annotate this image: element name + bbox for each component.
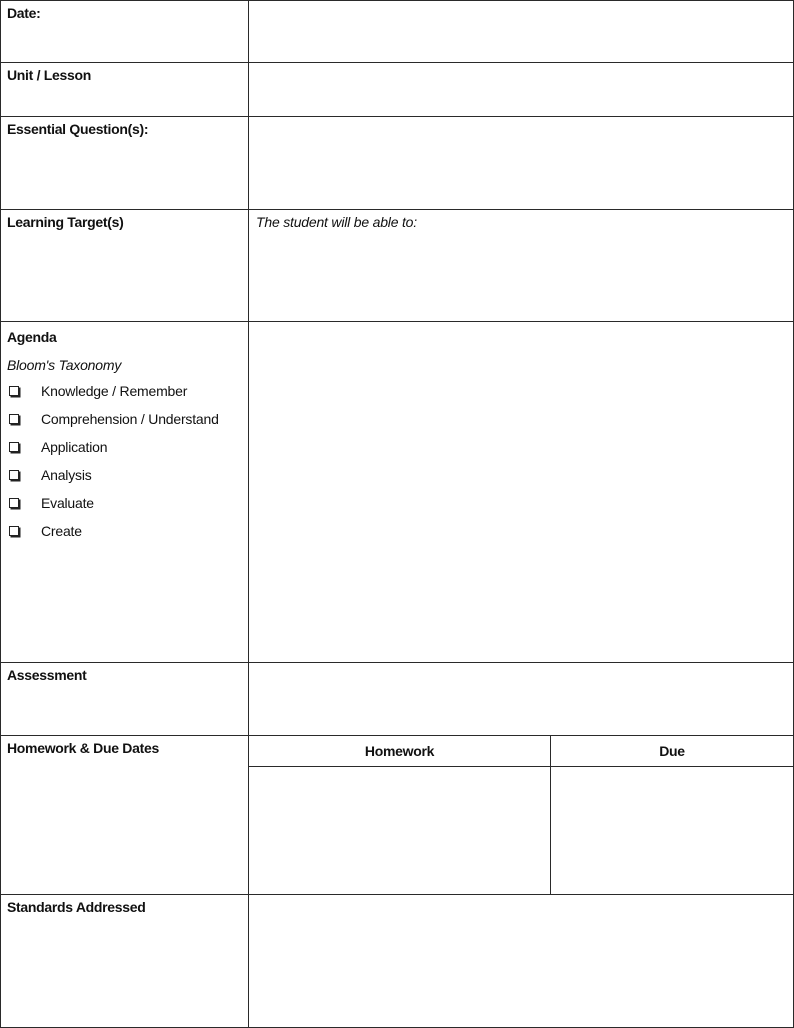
homework-entry-field[interactable] (249, 767, 551, 894)
row-standards (1, 894, 793, 1027)
row-assessment (1, 662, 793, 735)
agenda-field[interactable] (249, 322, 793, 662)
agenda-label: Agenda (7, 329, 57, 345)
learning-targets-field[interactable] (249, 210, 793, 321)
essential-questions-label: Essential Question(s): (7, 121, 149, 137)
essential-label-cell (1, 117, 249, 209)
bloom-item-knowledge[interactable] (7, 382, 242, 410)
bloom-label: Knowledge / Remember (41, 383, 188, 399)
learning-targets-label: Learning Target(s) (7, 214, 124, 230)
date-label: Date: (7, 5, 41, 21)
bloom-label: Evaluate (41, 495, 94, 511)
homework-label-cell (1, 736, 249, 894)
row-unit-lesson (1, 62, 793, 116)
unit-label-cell (1, 63, 249, 116)
targets-label-cell (1, 210, 249, 321)
agenda-label-cell (1, 322, 249, 662)
due-column-header: Due (551, 736, 793, 767)
bloom-item-create[interactable] (7, 522, 242, 550)
checkbox-icon[interactable] (9, 470, 19, 480)
date-label-cell (1, 1, 249, 62)
blooms-taxonomy-heading: Bloom's Taxonomy (7, 357, 122, 373)
bloom-label: Application (41, 439, 108, 455)
row-date (1, 1, 793, 62)
assessment-field[interactable] (249, 663, 793, 735)
homework-table (249, 736, 793, 894)
bloom-item-comprehension[interactable] (7, 410, 242, 438)
blooms-checklist (7, 382, 242, 550)
bloom-label: Comprehension / Understand (41, 411, 219, 427)
bloom-item-analysis[interactable] (7, 466, 242, 494)
checkbox-icon[interactable] (9, 442, 19, 452)
row-essential-questions (1, 116, 793, 209)
standards-label: Standards Addressed (7, 899, 146, 915)
row-agenda (1, 321, 793, 662)
row-learning-targets (1, 209, 793, 321)
checkbox-icon[interactable] (9, 498, 19, 508)
bloom-item-evaluate[interactable] (7, 494, 242, 522)
checkbox-icon[interactable] (9, 526, 19, 536)
learning-targets-prompt: The student will be able to: (256, 214, 417, 230)
unit-lesson-label: Unit / Lesson (7, 67, 91, 83)
assessment-label: Assessment (7, 667, 87, 683)
essential-questions-field[interactable] (249, 117, 793, 209)
bloom-item-application[interactable] (7, 438, 242, 466)
bloom-label: Create (41, 523, 82, 539)
standards-label-cell (1, 895, 249, 1027)
checkbox-icon[interactable] (9, 386, 19, 396)
homework-column-header: Homework (249, 736, 551, 767)
checkbox-icon[interactable] (9, 414, 19, 424)
date-field[interactable] (249, 1, 793, 62)
standards-field[interactable] (249, 895, 793, 1027)
row-homework (1, 735, 793, 894)
bloom-label: Analysis (41, 467, 92, 483)
unit-lesson-field[interactable] (249, 63, 793, 116)
due-entry-field[interactable] (551, 767, 793, 894)
assessment-label-cell (1, 663, 249, 735)
homework-label: Homework & Due Dates (7, 740, 159, 756)
